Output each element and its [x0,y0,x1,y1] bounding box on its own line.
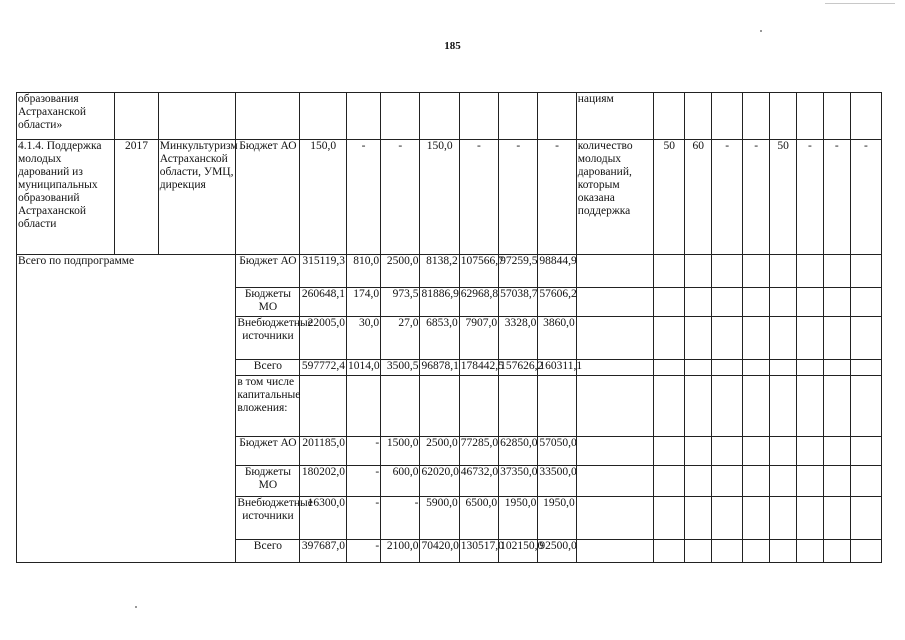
empty-cell [743,376,770,437]
target-cell [743,93,770,140]
source-cell [236,93,300,140]
total-value-cell: 7907,0 [459,317,498,360]
scan-speck [135,606,137,608]
empty-cell [823,497,850,540]
empty-cell [743,360,770,376]
total-value-cell: 160311,1 [538,360,576,376]
empty-cell [576,540,654,563]
capital-value-cell: - [347,497,381,540]
empty-cell [743,540,770,563]
empty-cell [712,376,743,437]
empty-cell [420,376,459,437]
empty-cell [797,317,824,360]
capital-value-cell: 130517,0 [459,540,498,563]
capital-value-cell: 70420,0 [420,540,459,563]
source-cell: Всего [236,540,300,563]
target-cell [654,93,685,140]
item-target-cell: 50 [654,140,685,255]
empty-cell [850,317,881,360]
total-value-cell: 107566,7 [459,255,498,288]
empty-cell [654,437,685,466]
empty-cell [381,376,420,437]
program-name-cell: образования Астраханской области» [17,93,115,140]
capital-value-cell: 46732,0 [459,466,498,497]
empty-cell [823,288,850,317]
target-cell [770,93,797,140]
empty-cell [743,255,770,288]
table-row [17,93,882,140]
empty-cell [459,376,498,437]
source-cell: Бюджет АО [236,255,300,288]
total-value-cell: 810,0 [347,255,381,288]
empty-cell [654,255,685,288]
empty-cell [576,376,654,437]
empty-cell [712,466,743,497]
total-value-cell: 315119,3 [300,255,347,288]
capital-value-cell: 2100,0 [381,540,420,563]
total-value-cell: 30,0 [347,317,381,360]
empty-cell [300,376,347,437]
empty-cell [347,376,381,437]
capital-value-cell: 2500,0 [420,437,459,466]
executor-cell [158,93,236,140]
capital-value-cell: 92500,0 [538,540,576,563]
empty-cell [823,376,850,437]
item-value-cell: 150,0 [420,140,459,255]
item-target-cell: - [797,140,824,255]
total-value-cell: 3500,5 [381,360,420,376]
empty-cell [797,497,824,540]
empty-cell [576,288,654,317]
value-cell [499,93,538,140]
target-cell [685,93,712,140]
item-target-cell: - [850,140,881,255]
total-value-cell: 178442,5 [459,360,498,376]
empty-cell [654,376,685,437]
empty-cell [743,317,770,360]
empty-cell [797,466,824,497]
total-label-cell: Всего по подпрограмме [17,255,236,563]
page-number: 185 [444,40,461,52]
empty-cell [770,255,797,288]
value-cell [459,93,498,140]
capital-value-cell: 102150,0 [499,540,538,563]
table-row [17,255,882,288]
capital-label-cell: в том числе капитальные вложения: [236,376,300,437]
total-value-cell: 96878,1 [420,360,459,376]
empty-cell [743,497,770,540]
value-cell [420,93,459,140]
item-executor-cell: Минкультуризм Астраханской области, УМЦ, дирекция [158,140,236,255]
total-value-cell: 174,0 [347,288,381,317]
empty-cell [797,376,824,437]
empty-cell [654,317,685,360]
item-indicator-cell: количество молодых дарований, которым оказана поддержка [576,140,654,255]
empty-cell [654,540,685,563]
empty-cell [850,376,881,437]
capital-value-cell: 1950,0 [499,497,538,540]
empty-cell [770,540,797,563]
target-cell [712,93,743,140]
total-value-cell: 27,0 [381,317,420,360]
total-value-cell: 81886,9 [420,288,459,317]
source-cell: Внебюджетные источники [236,497,300,540]
empty-cell [685,288,712,317]
capital-value-cell: 57050,0 [538,437,576,466]
empty-cell [685,466,712,497]
empty-cell [850,255,881,288]
item-target-cell: 50 [770,140,797,255]
empty-cell [712,360,743,376]
capital-value-cell: 62020,0 [420,466,459,497]
budget-table [16,92,882,563]
empty-cell [712,437,743,466]
empty-cell [797,360,824,376]
item-name-cell: 4.1.4. Поддержка молодых дарований из муниципальных образований Астраханской области [17,140,115,255]
empty-cell [685,437,712,466]
capital-value-cell: 16300,0 [300,497,347,540]
capital-value-cell: 1500,0 [381,437,420,466]
item-value-cell: - [459,140,498,255]
empty-cell [770,437,797,466]
empty-cell [770,376,797,437]
item-target-cell: 60 [685,140,712,255]
empty-cell [685,376,712,437]
capital-value-cell: 6500,0 [459,497,498,540]
empty-cell [797,540,824,563]
empty-cell [770,497,797,540]
total-value-cell: 3860,0 [538,317,576,360]
empty-cell [685,255,712,288]
source-cell: Внебюджетные источники [236,317,300,360]
total-value-cell: 8138,2 [420,255,459,288]
target-cell [823,93,850,140]
empty-cell [823,466,850,497]
empty-cell [850,466,881,497]
capital-value-cell: 77285,0 [459,437,498,466]
indicator-cell: нациям [576,93,654,140]
empty-cell [823,317,850,360]
capital-value-cell: - [381,497,420,540]
empty-cell [712,540,743,563]
empty-cell [770,466,797,497]
empty-cell [850,288,881,317]
capital-value-cell: 62850,0 [499,437,538,466]
empty-cell [654,497,685,540]
item-target-cell: - [712,140,743,255]
empty-cell [576,360,654,376]
empty-cell [850,360,881,376]
empty-cell [823,360,850,376]
capital-value-cell: 33500,0 [538,466,576,497]
total-value-cell: 157626,2 [499,360,538,376]
total-value-cell: 973,5 [381,288,420,317]
empty-cell [685,540,712,563]
capital-value-cell: 1950,0 [538,497,576,540]
empty-cell [712,497,743,540]
total-value-cell: 1014,0 [347,360,381,376]
total-value-cell: 62968,8 [459,288,498,317]
empty-cell [797,288,824,317]
source-cell: Всего [236,360,300,376]
empty-cell [685,497,712,540]
total-value-cell: 22005,0 [300,317,347,360]
empty-cell [823,255,850,288]
empty-cell [576,466,654,497]
total-value-cell: 3328,0 [499,317,538,360]
capital-value-cell: 201185,0 [300,437,347,466]
empty-cell [823,437,850,466]
empty-cell [654,466,685,497]
value-cell [347,93,381,140]
empty-cell [685,360,712,376]
empty-cell [850,437,881,466]
empty-cell [576,255,654,288]
capital-value-cell: - [347,466,381,497]
item-value-cell: 150,0 [300,140,347,255]
empty-cell [712,317,743,360]
item-target-cell: - [743,140,770,255]
empty-cell [743,466,770,497]
empty-cell [576,497,654,540]
item-value-cell: - [499,140,538,255]
total-value-cell: 6853,0 [420,317,459,360]
source-cell: Бюджет АО [236,437,300,466]
capital-value-cell: - [347,540,381,563]
empty-cell [797,437,824,466]
capital-value-cell: 397687,0 [300,540,347,563]
empty-cell [712,255,743,288]
empty-cell [685,317,712,360]
capital-value-cell: 5900,0 [420,497,459,540]
target-cell [850,93,881,140]
empty-cell [712,288,743,317]
capital-value-cell: 600,0 [381,466,420,497]
value-cell [381,93,420,140]
total-value-cell: 97259,5 [499,255,538,288]
empty-cell [770,288,797,317]
empty-cell [743,288,770,317]
source-cell: Бюджеты МО [236,288,300,317]
empty-cell [499,376,538,437]
year-cell [115,93,158,140]
table-row [17,140,882,255]
empty-cell [654,288,685,317]
empty-cell [823,540,850,563]
empty-cell [538,376,576,437]
value-cell [300,93,347,140]
total-value-cell: 57038,7 [499,288,538,317]
total-value-cell: 260648,1 [300,288,347,317]
capital-value-cell: 37350,0 [499,466,538,497]
empty-cell [850,540,881,563]
total-value-cell: 98844,9 [538,255,576,288]
item-target-cell: - [823,140,850,255]
capital-value-cell: 180202,0 [300,466,347,497]
total-value-cell: 57606,2 [538,288,576,317]
empty-cell [654,360,685,376]
empty-cell [743,437,770,466]
empty-cell [770,317,797,360]
scan-artifact-line [825,3,895,4]
scan-speck [760,30,762,32]
value-cell [538,93,576,140]
item-year-cell: 2017 [115,140,158,255]
total-value-cell: 2500,0 [381,255,420,288]
target-cell [797,93,824,140]
empty-cell [797,255,824,288]
empty-cell [576,437,654,466]
item-value-cell: - [538,140,576,255]
empty-cell [770,360,797,376]
empty-cell [850,497,881,540]
capital-value-cell: - [347,437,381,466]
total-value-cell: 597772,4 [300,360,347,376]
item-value-cell: - [381,140,420,255]
empty-cell [576,317,654,360]
item-value-cell: - [347,140,381,255]
source-cell: Бюджеты МО [236,466,300,497]
item-source-cell: Бюджет АО [236,140,300,255]
